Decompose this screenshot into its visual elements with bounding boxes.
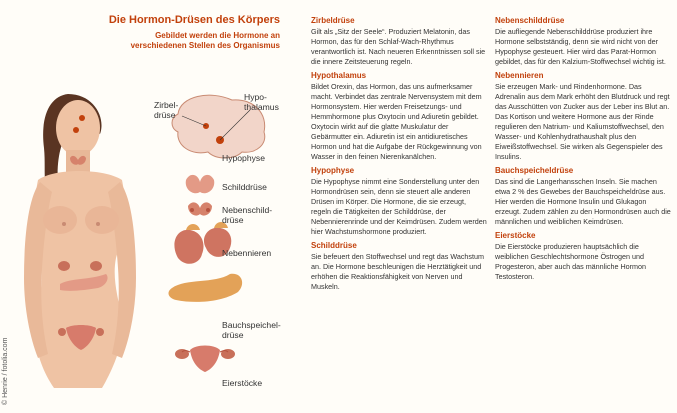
label-nebenschilddruese: Nebenschild- drüse	[222, 205, 273, 225]
section-heading: Hypophyse	[311, 166, 355, 175]
adrenal-right-on-body	[90, 261, 102, 271]
section-body: Die Hypophyse nimmt eine Sonderstellung unter den Hormondrüsen sein, denn sie steuert alle anderen Drüsen im Körper. Die Hormone, die sie erzeugt, regeln die Tätigkeiten der Schilddrüse, der Nebennierenrinde und der Keimdrüsen. Zudem werden hier Wachstumshormone produziert.	[311, 177, 487, 236]
label-schilddruese: Schilddrüse	[222, 182, 267, 192]
section-nebenschilddruese	[495, 16, 671, 67]
label-zirbeldruese: Zirbel- drüse	[154, 100, 179, 120]
right-breast	[85, 206, 119, 234]
image-credit: © Henrie / fotolia.com	[2, 337, 9, 405]
section-zirbeldruese	[311, 16, 487, 67]
label-nebennieren: Nebennieren	[222, 248, 272, 258]
section-body: Sie erzeugen Mark- und Rindenhormone. Das Adrenalin aus dem Mark erhöht den Blutdruck und regt das Ausschütten von Zucker aus der Leber ins Blut an. Das Kortison und weitere Hormone aus der Rinde regulieren den Natrium- und Kaliumstoffwechsel, den Wasser- und Kohlenhydrathaushalt plus den Eiweißstoffwechsel. Sie wirken als Gegenspieler des Insulins.	[495, 82, 670, 161]
section-body: Sie befeuert den Stoffwechsel und regt das Wachstum an. Die Hormone beschleunigen die Herztätigkeit und erhöhen die Reaktionsfähigkeit von Nerven und Muskeln.	[311, 252, 484, 291]
thyroid-drawing	[186, 175, 215, 193]
section-heading: Hypothalamus	[311, 71, 367, 80]
section-bauchspeicheldruese	[495, 166, 671, 227]
text-column-2	[495, 16, 671, 286]
section-body: Gilt als „Sitz der Seele“. Produziert Melatonin, das Hormon, das für den Schlaf-Wach-Rhythmus verantwortlich ist. Nach neueren Erkenntnissen soll sie die innere Zeitsteuerung regeln.	[311, 27, 486, 66]
section-body: Die aufliegende Nebenschilddrüse produziert ihre Hormone selbstständig, denn sie wird nicht von der Hypophyse gesteuert. Hier wird das Parat-Hormon gebildet, das für den Kalzium-Stoffwechsel wichtig ist.	[495, 27, 666, 66]
ovary-right-on-body	[96, 328, 104, 336]
section-body: Das sind die Langerhansschen Inseln. Sie machen etwa 2 % des Gewebes der Bauchspeicheldrüse aus. Hier werden die Hormone Insulin und Glukagon erzeugt. Zudem zählen zu den Hormondrüsen auch die männlichen und weiblichen Keimdrüsen.	[495, 177, 671, 226]
section-heading: Eierstöcke	[495, 231, 536, 240]
text-column-1	[311, 16, 487, 296]
section-schilddruese	[311, 241, 487, 292]
section-heading: Nebennieren	[495, 71, 544, 80]
label-hypophyse: Hypophyse	[222, 153, 265, 163]
label-eierstoecke: Eierstöcke	[222, 378, 263, 388]
section-body: Bildet Orexin, das Hormon, das uns aufmerksamer macht. Verbindet das zentrale Nervensystem mit dem Hormonsystem. Hier werden Freisetzungs- und Hemmhormone plus Oxytocin und Adiuretin gebildet. Oxytocin wirkt auf die glatte Muskulatur der Gebärmutter ein. Adiuretin ist ein antidiuretisches Hormon und hat die Aufgabe der Rückgewinnung von Wasser in den feinen Nierenkanälchen.	[311, 82, 482, 161]
section-eierstoecke	[495, 231, 671, 282]
title-block	[104, 14, 280, 51]
section-hypothalamus	[311, 71, 487, 162]
section-heading: Zirbeldrüse	[311, 16, 355, 25]
kidney-drawing	[174, 230, 203, 264]
section-heading: Bauchspeicheldrüse	[495, 166, 574, 175]
uterus-drawing	[190, 346, 220, 373]
adrenal-left-on-body	[58, 261, 70, 271]
section-nebennieren	[495, 71, 671, 162]
pineal-gland-marker	[79, 115, 85, 121]
left-breast	[43, 206, 77, 234]
page-title: Die Hormon-Drüsen des Körpers	[108, 14, 280, 26]
section-heading: Schilddrüse	[311, 241, 357, 250]
pituitary-gland-marker	[73, 127, 79, 133]
label-bauchspeicheldruese: Bauchspeichel- drüse	[222, 320, 281, 340]
page-subtitle: Gebildet werden die Hormone an verschiedenen Stellen des Organismus	[130, 31, 280, 50]
section-hypophyse	[311, 166, 487, 237]
ovary-left-on-body	[58, 328, 66, 336]
pancreas-drawing	[169, 274, 243, 302]
section-heading: Nebenschilddrüse	[495, 16, 565, 25]
label-hypothalamus: Hypo- thalamus	[244, 92, 279, 112]
section-body: Die Eierstöcke produzieren hauptsächlich die weiblichen Geschlechtshormone Östrogen und Progesteron, aber auch das männliche Hormon Testosteron.	[495, 242, 647, 281]
